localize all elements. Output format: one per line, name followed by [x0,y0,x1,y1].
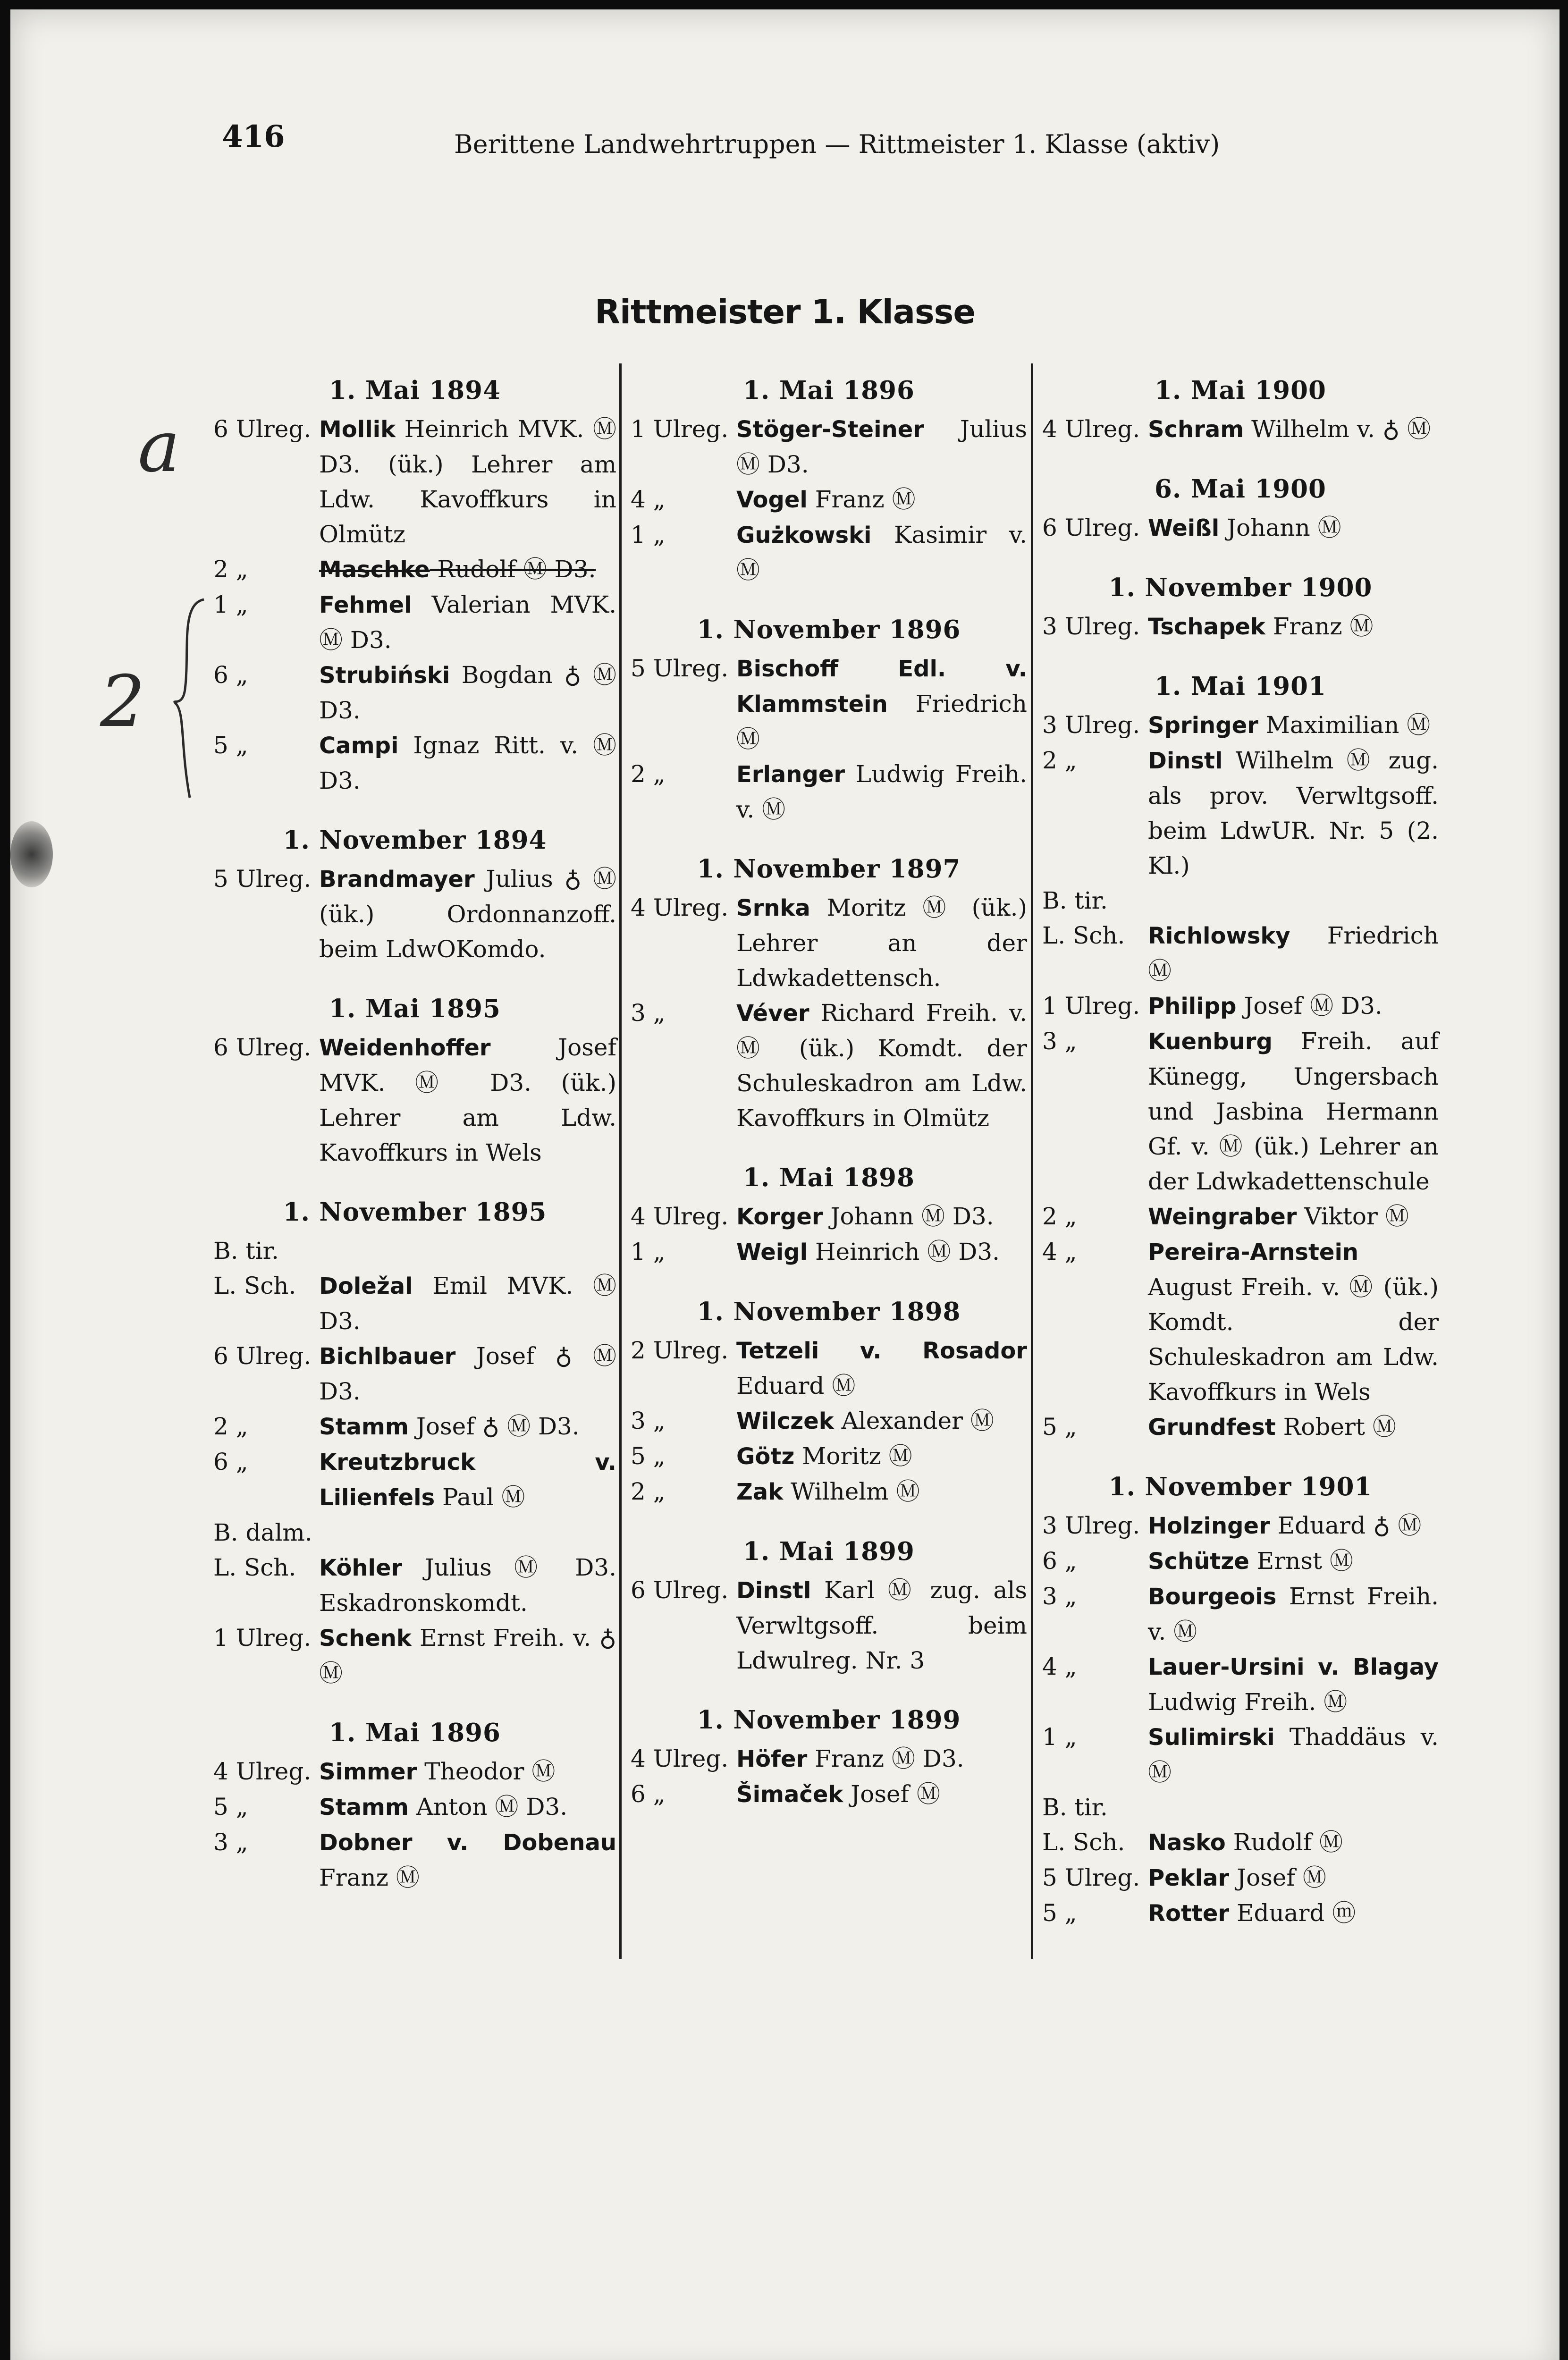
officer-entry [1042,1409,1439,1445]
officer-entry [1042,1896,1439,1931]
officer-surname: Schram [1148,416,1244,443]
officer-details: Friedrich Ⓜ [1148,922,1446,985]
promotion-group [631,1703,1027,1812]
promotion-date: 1. November 1895 [283,1197,547,1227]
officer-surname: Mollik [319,416,396,443]
promotion-date: 1. Mai 1896 [329,1718,501,1747]
officer-entry [1042,1649,1446,1719]
unit-label: 3 „ [631,1407,666,1434]
unit-label: 5 Ulreg. [1042,1864,1140,1891]
officer-details: Heinrich Ⓜ D3. [808,1238,1000,1265]
officer-surname: Kuenburg [1148,1028,1273,1055]
promotion-group [1042,1469,1446,1931]
unit-label: 6 Ulreg. [213,415,312,443]
officer-details: Maximilian Ⓜ [1258,711,1431,739]
page-number: 416 [222,119,285,154]
column-divider [1031,363,1033,1959]
promotion-group [1042,373,1439,447]
officer-details: Ernst Freih. v. Ⓜ [1148,1583,1446,1645]
unit-label: 3 Ulreg. [1042,1512,1140,1539]
officer-details: Josef MVK. Ⓜ D3. (ük.) Lehrer am Ldw. Kavoffkurs in Wels [319,1034,624,1166]
officer-entry [213,657,624,728]
book-page [10,9,1560,2360]
unit-label: 3 „ [1042,1583,1077,1610]
officer-surname: Bischoff Edl. v. Klammstein [736,656,1027,717]
officer-surname: Doležal [319,1273,413,1299]
officer-details: Josef ♁ Ⓜ D3. [319,1342,624,1405]
officer-entry [631,651,1035,757]
officer-surname: Richlowsky [1148,923,1290,949]
officer-details: Friedrich Ⓜ [736,690,1035,753]
officer-details: August Freih. v. Ⓜ (ük.) Komdt. der Schuleskadron am Ldw. Kavoffkurs in Wels [1148,1238,1446,1406]
unit-label: 5 Ulreg. [631,655,729,682]
officer-details: Julius Ⓜ D3. Eskadronskomdt. [319,1554,624,1617]
officer-entry [631,1439,1027,1474]
officer-details: Eduard ♁ Ⓜ [1270,1512,1422,1539]
officer-details: Freih. auf Künegg, Ungersbach und Jasbina Hermann Gf. v. Ⓜ (ük.) Lehrer an der Ldwkadettenschule [1148,1028,1446,1195]
officer-surname: Holzinger [1148,1513,1270,1539]
promotion-group [1042,570,1439,644]
unit-label: 6 „ [213,1448,248,1475]
officer-surname: Véver [736,1000,809,1027]
unit-label: 6 „ [213,661,248,689]
officer-entry [213,1789,616,1825]
promotion-date: 6. Mai 1900 [1155,474,1326,504]
unit-label: 6 Ulreg. [213,1034,312,1061]
officer-surname: Zak [736,1479,784,1505]
promotion-group [631,1294,1035,1509]
officer-details: Rudolf Ⓜ [1225,1829,1343,1856]
officer-entry [631,1573,1035,1678]
promotion-group [213,823,624,967]
promotion-group [631,1160,1027,1270]
promotion-date: 1. Mai 1896 [743,376,915,405]
officer-entry [1042,918,1446,988]
officer-entry [1042,1234,1446,1409]
officer-surname: Stamm [319,1414,409,1440]
unit-label: 5 „ [631,1442,666,1470]
unit-label: 2 „ [1042,1203,1077,1230]
officer-details: Josef Ⓜ [1229,1864,1326,1891]
promotion-group [1042,472,1439,546]
unit-label: 6 Ulreg. [631,1576,729,1604]
officer-details: Julius Ⓜ D3. [736,415,1035,478]
unit-label: 3 „ [1042,1028,1077,1055]
officer-details: Karl Ⓜ zug. als Verwltgsoff. beim Ldwulreg. Nr. 3 [736,1576,1035,1674]
officer-entry [1042,1825,1439,1860]
officer-entry [213,1754,616,1789]
promotion-date: 1. November 1894 [283,826,547,855]
officer-entry [213,1409,616,1444]
officer-surname: Dinstl [1148,748,1223,774]
promotion-group [213,1715,624,1895]
unit-label: 6 „ [1042,1547,1077,1575]
column-2 [631,373,1035,1837]
unit-label: 1 „ [631,1238,666,1265]
officer-details: Ignaz Ritt. v. Ⓜ D3. [319,732,624,794]
officer-details: Franz Ⓜ [1265,613,1374,640]
officer-entry [213,1825,624,1895]
officer-surname: Philipp [1148,993,1237,1020]
officer-surname: Weigl [736,1239,808,1265]
unit-label: 5 „ [1042,1413,1077,1441]
unit-label: L. Sch. [213,1272,296,1299]
officer-entry [1042,708,1439,743]
unit-label: 4 „ [1042,1653,1077,1680]
unit-label: L. Sch. [1042,1829,1125,1856]
officer-entry [631,517,1035,588]
officer-entry [631,1403,1027,1439]
officer-entry [213,1268,624,1339]
officer-details: Moritz Ⓜ [794,1442,912,1470]
column-1 [213,373,624,1920]
unit-label: 4 „ [631,486,666,513]
officer-entry [631,995,1035,1136]
unit-label: 2 „ [631,760,666,788]
officer-entry [631,757,1035,827]
promotion-date: 1. November 1901 [1108,1472,1373,1501]
officer-details: Wilhelm v. ♁ Ⓜ [1244,415,1431,443]
officer-details: Ernst Freih. v. ♁ Ⓜ [319,1624,624,1687]
officer-entry [213,587,624,657]
officer-entry [631,1474,1027,1509]
officer-surname: Sulimirski [1148,1724,1275,1751]
officer-surname: Šimaček [736,1781,843,1808]
unit-label: 2 „ [631,1478,666,1505]
officer-entry [631,890,1035,995]
officer-surname: Kreutzbruck v. Lilienfels [319,1449,616,1511]
subheading: B. tir. [213,1237,279,1264]
promotion-group [1042,669,1446,1445]
promotion-date: 1. November 1900 [1108,573,1373,602]
officer-details: Kasimir v. Ⓜ [736,521,1035,584]
officer-details: Paul Ⓜ [435,1483,525,1511]
promotion-group [213,373,624,798]
officer-surname: Dobner v. Dobenau [319,1829,616,1856]
unit-label: 5 „ [1042,1899,1077,1927]
officer-entry [1042,412,1439,447]
ink-blot [10,821,53,887]
officer-details: Josef Ⓜ D3. [1236,992,1383,1020]
promotion-date: 1. Mai 1894 [329,376,501,405]
subheading: B. dalm. [213,1519,312,1546]
officer-entry [1042,988,1439,1024]
officer-surname: Köhler [319,1555,403,1581]
officer-surname: Bourgeois [1148,1584,1277,1610]
officer-surname: Gużkowski [736,522,872,548]
officer-details: Emil MVK. Ⓜ D3. [319,1272,624,1335]
unit-label: L. Sch. [1042,922,1125,949]
promotion-group [631,1534,1035,1678]
promotion-date: 1. Mai 1895 [329,994,501,1023]
officer-surname: Campi [319,733,399,759]
officer-entry [1042,1579,1446,1649]
officer-surname: Vogel [736,487,808,513]
officer-surname: Brandmayer [319,866,475,893]
officer-details: Johann Ⓜ D3. [823,1203,994,1230]
officer-surname: Simmer [319,1759,417,1785]
officer-entry [213,1550,624,1620]
unit-label: 2 „ [1042,747,1077,774]
officer-surname: Peklar [1148,1865,1230,1891]
promotion-group [631,851,1035,1136]
unit-label: 2 Ulreg. [631,1337,729,1364]
officer-details: Franz Ⓜ [807,486,916,513]
officer-details: Alexander Ⓜ [834,1407,994,1434]
promotion-group [631,612,1035,827]
officer-details: Thaddäus v. Ⓜ [1148,1723,1446,1786]
officer-details: Anton Ⓜ D3. [408,1793,568,1821]
unit-label: 6 „ [631,1780,666,1808]
unit-label: 5 „ [213,1793,248,1821]
officer-surname: Rotter [1148,1900,1230,1927]
officer-entry [1042,743,1446,883]
officer-details: Julius ♁ Ⓜ (ük.) Ordonnanzoff. beim LdwOKomdo. [319,865,624,963]
promotion-group [213,991,624,1170]
officer-details: Rudolf Ⓜ D3. [430,556,596,583]
officer-surname: Götz [736,1443,795,1470]
unit-label: 4 Ulreg. [213,1758,312,1785]
officer-entry [631,1741,1027,1777]
subheading: B. tir. [1042,1794,1108,1821]
officer-entry [631,1333,1035,1403]
officer-details: Valerian MVK. Ⓜ D3. [319,591,624,654]
unit-label: 1 Ulreg. [631,415,729,443]
unit-label: 1 Ulreg. [1042,992,1140,1020]
unit-label: L. Sch. [213,1554,296,1581]
promotion-date: 1. November 1899 [697,1705,961,1735]
handwritten-margin-note: 2 [100,661,145,743]
officer-details: Johann Ⓜ [1219,514,1341,541]
promotion-date: 1. Mai 1899 [743,1537,915,1566]
officer-details: Bogdan ♁ Ⓜ D3. [319,661,624,724]
promotion-date: 1. November 1897 [697,854,961,884]
officer-entry [1042,1508,1439,1543]
unit-label: 4 Ulreg. [631,1203,729,1230]
promotion-date: 1. Mai 1898 [743,1163,915,1192]
officer-details: Eduard Ⓜ [736,1337,1035,1399]
promotion-group [631,373,1035,588]
officer-surname: Schütze [1148,1548,1249,1575]
officer-details: Heinrich MVK. Ⓜ D3. (ük.) Lehrer am Ldw. Kavoffkurs in Olmütz [319,415,624,548]
officer-entry [631,1777,1027,1812]
officer-surname: Wilczek [736,1408,834,1434]
officer-surname: Schenk [319,1625,412,1652]
unit-label: 1 „ [213,591,248,618]
officer-details: Robert Ⓜ [1275,1413,1396,1441]
officer-entry [1042,1199,1439,1234]
officer-details: Wilhelm Ⓜ [783,1478,920,1505]
unit-label: 3 Ulreg. [1042,613,1140,640]
subheading: B. tir. [1042,887,1108,914]
unit-label: 4 Ulreg. [1042,415,1140,443]
promotion-date: 1. November 1896 [697,615,961,644]
officer-entry [631,1234,1027,1270]
unit-label: 6 Ulreg. [1042,514,1140,541]
officer-entry [213,552,616,587]
section-title: Rittmeister 1. Klasse [595,293,975,331]
unit-label: 4 Ulreg. [631,1745,729,1772]
officer-surname: Nasko [1148,1829,1226,1856]
promotion-date: 1. Mai 1900 [1155,376,1326,405]
officer-surname: Erlanger [736,761,845,788]
officer-surname: Stamm [319,1794,409,1821]
officer-surname: Strubiński [319,662,450,689]
unit-label: 4 Ulreg. [631,894,729,921]
officer-entry [1042,1719,1446,1790]
officer-surname: Tetzeli v. Rosador [736,1338,1027,1364]
promotion-group [213,1195,624,1691]
officer-surname: Stöger-Steiner [736,416,924,443]
officer-surname: Srnka [736,895,810,921]
officer-entry [1042,1860,1439,1896]
officer-surname: Grundfest [1148,1414,1276,1441]
officer-details: Richard Freih. v. Ⓜ (ük.) Komdt. der Schuleskadron am Ldw. Kavoffkurs in Olmütz [736,999,1035,1132]
officer-surname: Pereira-Arnstein [1148,1239,1359,1265]
officer-entry [213,1620,624,1691]
officer-entry [213,728,624,798]
officer-surname: Weißl [1148,515,1220,541]
unit-label: 4 „ [1042,1238,1077,1265]
officer-surname: Korger [736,1204,823,1230]
officer-surname: Fehmel [319,592,412,618]
column-3 [1042,373,1446,1955]
unit-label: 1 „ [1042,1723,1077,1751]
unit-label: 2 „ [213,556,248,583]
officer-surname: Weidenhoffer [319,1035,491,1061]
officer-entry [1042,1543,1439,1579]
officer-details: Ludwig Freih. Ⓜ [1148,1653,1446,1716]
officer-surname: Lauer-Ursini v. Blagay [1148,1654,1439,1680]
unit-label: 5 „ [213,732,248,759]
officer-details: Josef ♁ Ⓜ D3. [408,1413,580,1440]
unit-label: 5 Ulreg. [213,865,312,893]
officer-entry [1042,1024,1446,1199]
officer-surname: Maschke [319,556,430,583]
officer-entry [213,1030,624,1170]
officer-surname: Höfer [736,1746,808,1772]
officer-entry [213,412,624,552]
officer-details: Ernst Ⓜ [1249,1547,1353,1575]
officer-entry [631,482,1027,517]
officer-details: Viktor Ⓜ [1297,1203,1409,1230]
officer-details: Wilhelm Ⓜ zug. als prov. Verwltgsoff. beim LdwUR. Nr. 5 (2. Kl.) [1148,747,1446,879]
officer-details: Ludwig Freih. v. Ⓜ [736,760,1035,823]
promotion-date: 1. Mai 1901 [1155,672,1326,701]
officer-details: Moritz Ⓜ (ük.) Lehrer an der Ldwkadettensch. [736,894,1035,992]
officer-entry [213,1444,616,1515]
officer-surname: Springer [1148,712,1258,739]
officer-entry [631,1199,1027,1234]
officer-surname: Dinstl [736,1577,811,1604]
unit-label: 1 Ulreg. [213,1624,312,1652]
promotion-date: 1. November 1898 [697,1297,961,1326]
officer-surname: Tschapek [1148,614,1265,640]
officer-entry [1042,510,1439,546]
unit-label: 3 „ [631,999,666,1027]
running-title: Berittene Landwehrtruppen — Rittmeister 1. Klasse (aktiv) [454,129,1220,159]
unit-label: 1 „ [631,521,666,548]
officer-details: Josef Ⓜ [843,1780,941,1808]
unit-label: 6 Ulreg. [213,1342,312,1370]
officer-surname: Bichlbauer [319,1343,456,1370]
page-header [10,119,1560,176]
unit-label: 2 „ [213,1413,248,1440]
officer-details: Eduard ⓜ [1229,1899,1356,1927]
officer-details: Franz Ⓜ D3. [807,1745,964,1772]
handwritten-margin-note: a [138,406,180,488]
officer-details: Theodor Ⓜ [417,1758,556,1785]
officer-entry [213,861,624,967]
officer-surname: Weingraber [1148,1204,1297,1230]
handwritten-brace-mark [171,595,209,802]
unit-label: 3 „ [213,1829,248,1856]
officer-entry [1042,609,1439,644]
unit-label: 3 Ulreg. [1042,711,1140,739]
officer-details: Franz Ⓜ [319,1829,624,1891]
officer-entry [213,1339,624,1409]
officer-entry [631,412,1035,482]
